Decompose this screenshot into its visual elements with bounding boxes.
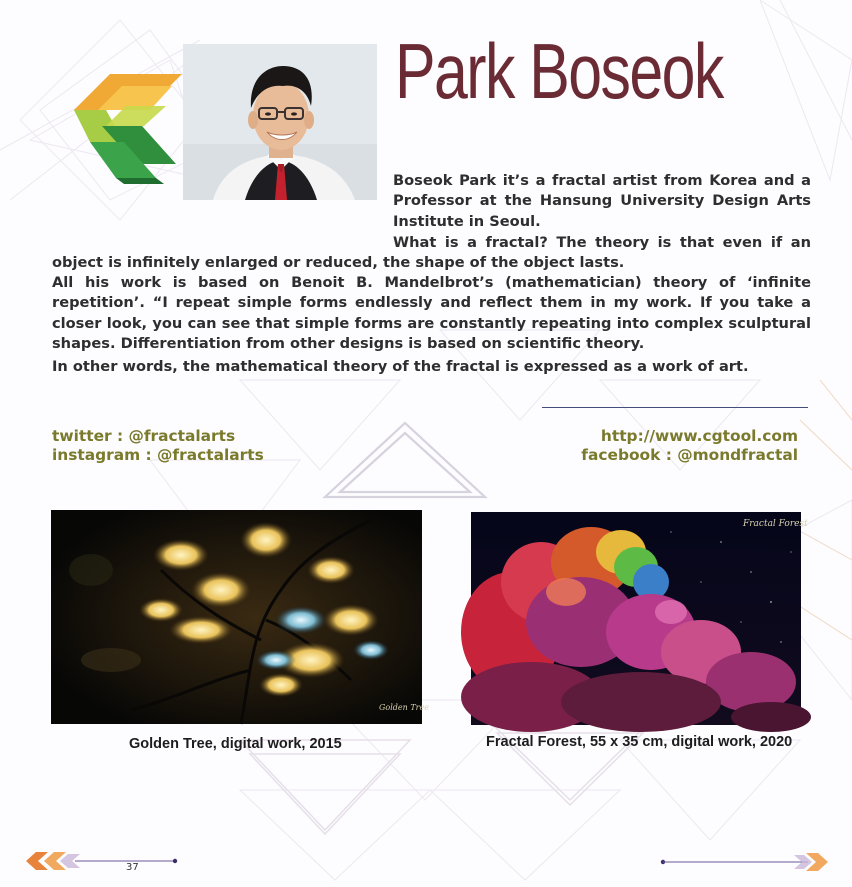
bio-paragraph-3: object is infinitely enlarged or reduced, the shape of the object lasts. (52, 254, 625, 271)
divider-rule (542, 407, 808, 408)
chevron-logo (66, 66, 184, 186)
artwork-caption-2: Fractal Forest, 55 x 35 cm, digital work, 2020 (486, 734, 793, 750)
social-right (581, 427, 798, 464)
artist-portrait (183, 44, 377, 200)
bio-paragraph-4: All his work is based on Benoit B. Mandelbrot’s (mathematician) theory of ‘infinite repetition’. “I repeat simple forms endlessly and reflect them in my work. If you take a closer look, you can see that simple forms are constantly repeating into complex sculptural shapes. Differentiation from other designs is based on scientific theory. (52, 274, 811, 353)
footer-chevron-right (794, 853, 828, 871)
website-link[interactable]: http://www.cgtool.com (600, 427, 798, 445)
bio-paragraph-1: Boseok Park it’s a fractal artist from Korea and a Professor at the Hansung University Design Arts Institute in Seoul. (393, 172, 811, 230)
instagram-handle[interactable]: instagram : @fractalarts (52, 445, 264, 464)
facebook-handle[interactable]: facebook : @mondfractal (581, 445, 798, 464)
social-left (52, 427, 264, 464)
artwork-golden-tree (51, 510, 429, 724)
footer-chevron-left (26, 852, 80, 870)
artwork-fractal-forest (471, 512, 808, 725)
artwork-signature: Fractal Forest (743, 519, 808, 529)
artwork-caption-1: Golden Tree, digital work, 2015 (129, 736, 342, 752)
page-title: Park Boseok (395, 27, 723, 115)
bio-paragraph-2: What is a fractal? The theory is that even if an (393, 234, 811, 251)
page-number: 37 (126, 862, 139, 873)
artwork-signature: Golden Tree (379, 703, 429, 712)
twitter-handle[interactable]: twitter : @fractalarts (52, 427, 236, 445)
bio-paragraph-5: In other words, the mathematical theory of the fractal is expressed as a work of art. (52, 358, 749, 375)
